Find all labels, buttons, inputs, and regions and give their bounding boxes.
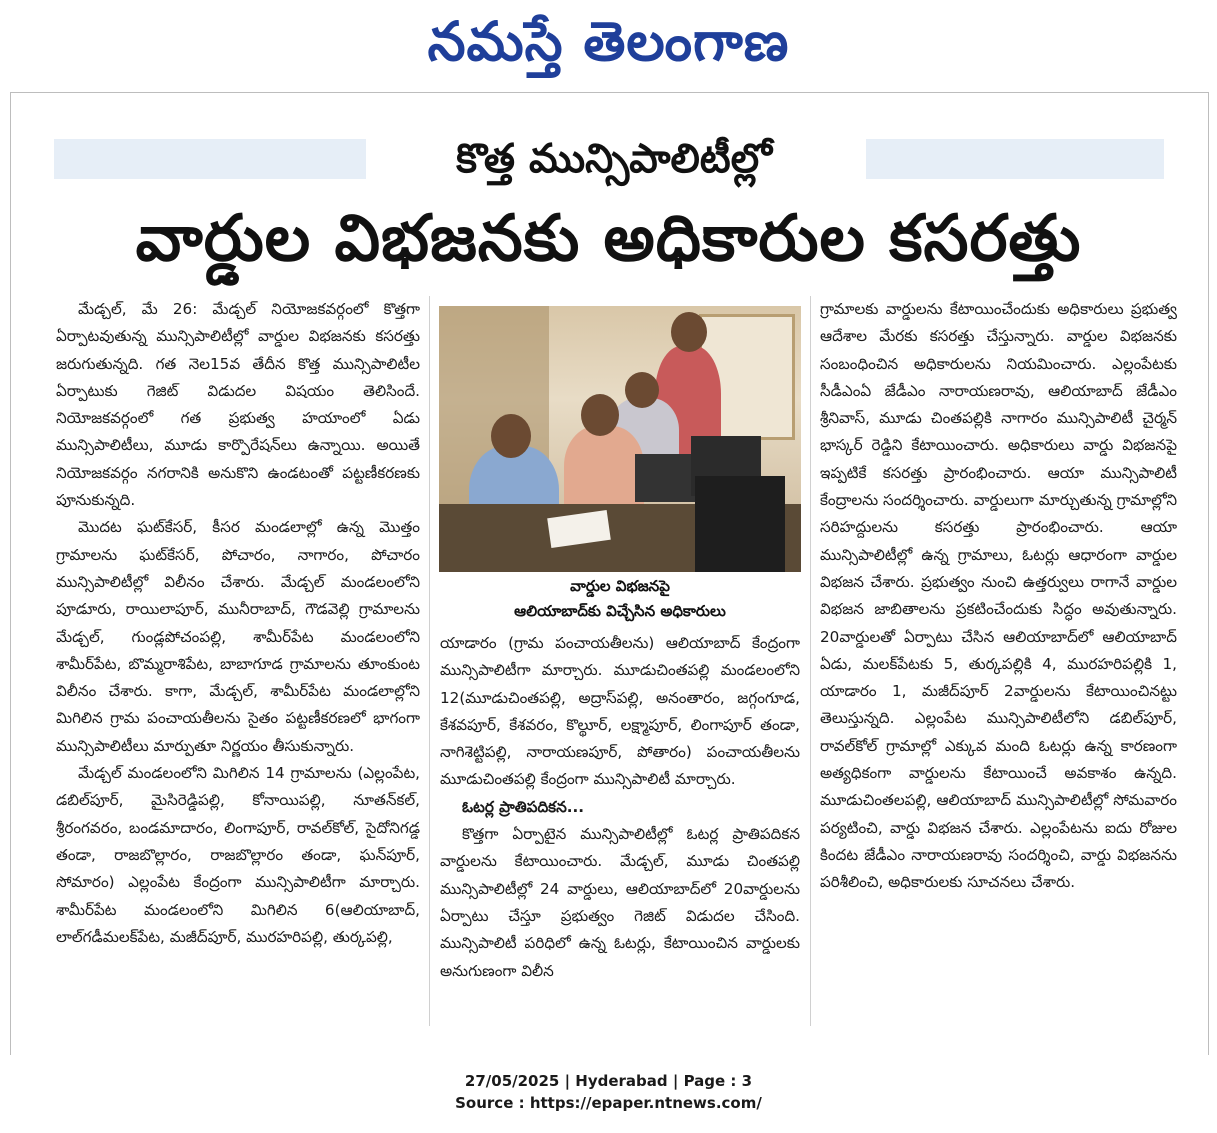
kicker-band <box>54 133 1164 185</box>
article-column-2 <box>440 630 800 985</box>
photo-caption-line-2: ఆలియాబాద్‌కు విచ్చేసిన అధికారులు <box>514 602 726 620</box>
paragraph: కొత్తగా ఏర్పాటైన మున్సిపాలిటీల్లో ఓటర్ల ప్రాతిపదికన వార్డులను కేటాయించారు. మేడ్చల్‌, మూడు చింతపల్లి మున్సిపాలిటీల్లో 24 వార్డులు, ఆలియాబాద్‌లో 20వార్డులను ఏర్పాటు చేస్తూ ప్రభుత్వం గెజిట్‌ విడుదల చేసింది. మున్సిపాలిటీ పరిధిలో ఉన్న ఓటర్లు, కేటాయించిన వార్డులకు అనుగుణంగా విలీన <box>440 825 800 980</box>
kicker-band-right <box>866 139 1164 179</box>
article-column-1 <box>56 296 420 951</box>
paragraph: యాడారం (గ్రామ పంచాయతీలను) ఆలియాబాద్‌ కేంద్రంగా మున్సిపాలిటీగా మార్చారు. మూడుచింతపల్లి మండలంలోని 12(మూడుచింతపల్లి, అద్రాస్‌పల్లి, అనంతారం, జగ్గంగూడ, కేశవపూర్‌, కేశవరం, కొల్థూర్‌, లక్ష్మాపూర్‌, లింగాపూర్‌ తండా, నాగిశెట్టిపల్లి, నారాయణపూర్‌, పోతారం) పంచాయతీలను మూడుచింతపల్లి కేంద్రంగా మున్సిపాలిటీ మార్చారు. <box>440 634 800 789</box>
paragraph: మేడ్చల్‌, మే 26: మేడ్చల్‌ నియోజకవర్గంలో కొత్తగా ఏర్పాటవుతున్న మున్సిపాలిటీల్లో వార్డుల విభజనకు కసరత్తు జరుగుతున్నది. గత నెల15వ తేదీన కొత్త మున్సిపాలిటీల ఏర్పాటుకు గెజిట్‌ విడుదల విషయం తెలిసిందే. నియోజకవర్గంలో గత ప్రభుత్వ హయాంలో ఏడు మున్సిపాలిటీలు, మూడు కార్పొరేషన్‌లు ఉన్నాయి. అయితే నియోజకవర్గం నగరానికి అనుకొని ఉండటంతో పట్టణీకరణకు పూనుకున్నది. <box>56 300 420 510</box>
footer-date-edition: 27/05/2025 | Hyderabad | Page : 3 <box>464 1072 753 1090</box>
newspaper-masthead: నమస్తే తెలంగాణ <box>427 10 790 73</box>
kicker-band-left <box>54 139 366 179</box>
paragraph: మొదట ఘట్‌కేసర్‌, కీసర మండలాల్లో ఉన్న మొత్తం గ్రామాలను ఘట్‌కేసర్‌, పోచారం, నాగారం, పోచారం మున్సిపాలిటీల్లో విలీనం చేశారు. మేడ్చల్‌ మండలంలోని పూడూరు, రాయిలాపూర్‌, మునీరాబాద్‌, గౌడవెల్లి గ్రామాలను మేడ్చల్‌, గుండ్లపోచంపల్లి, శామీర్‌పేట మండలంలోని శామీర్‌పేట, బొమ్మరాశిపేట, బాబాగూడ గ్రామాలను తూంకుంట విలీనం చేశారు. కాగా, మేడ్చల్‌, శామీర్‌పేట మండలాల్లోని మిగిలిన గ్రామ పంచాయతీలను సైతం పట్టణీకరణలో భాగంగా మున్సిపాలిటీలు మార్పుతూ నిర్ణయం తీసుకున్నారు. <box>56 518 420 755</box>
column-divider <box>810 296 811 1026</box>
photo-caption-line-1: వార్డుల విభజనపై <box>570 577 670 595</box>
section-subhead: ఓటర్ల ప్రాతిపదికన... <box>462 797 585 816</box>
footer-source: Source : https://epaper.ntnews.com/ <box>455 1094 762 1112</box>
page-footer <box>0 1070 1217 1114</box>
column-divider <box>429 296 430 1026</box>
paragraph: గ్రామాలకు వార్డులను కేటాయించేందుకు అధికారులు ప్రభుత్వ ఆదేశాల మేరకు కసరత్తు చేస్తున్నారు. వార్డుల విభజనకు సంబంధించిన అధికారులను నియమించారు. ఎల్లంపేటకు సీడీఎంఏ జేడీఎం నారాయణరావు, ఆలియాబాద్‌ జేడీఎం శ్రీనివాస్‌, మూడు చింతపల్లికి నాగారం మున్సిపాలిటీ చైర్మన్‌ భాస్కర్‌ రెడ్డిని కేటాయించారు. అధికారులు వార్డు విభజనపై ఇప్పటికే కసరత్తు ప్రారంభించారు. ఆయా మున్సిపాలిటీ కేంద్రాలను సందర్శించారు. వార్డులుగా మార్చుతున్న గ్రామాల్లోని సరిహద్దులను కసరత్తు ప్రారంభించారు. ఆయా మున్సిపాలిటీల్లో ఉన్న గ్రామాలు, ఓటర్లు ఆధారంగా వార్డుల విభజన చేశారు. ప్రభుత్వం నుంచి ఉత్తర్వులు రాగానే వార్డుల విభజన జాబితాలను ప్రకటించేందుకు సిద్ధం అవుతున్నారు. 20వార్డులతో ఏర్పాటు చేసిన ఆలియాబాద్‌లో ఆలియాబాద్‌ ఏడు, మలక్‌పేటకు 5, తుర్కపల్లికి 4, మురహరిపల్లికి 1, యాడారం 1, మజీద్‌పూర్‌ 2వార్డులను కేటాయించినట్టు తెలుస్తున్నది. ఎల్లంపేట మున్సిపాలిటీలోని డబిల్‌పూర్‌, రావల్‌కోల్‌ గ్రామాల్లో ఎక్కువ మంది ఓటర్లు ఉన్న కారణంగా అత్యధికంగా వార్డులను కేటాయించే అవకాశం ఉన్నది. మూడుచింతలపల్లి, ఆలియాబాద్‌ మున్సిపాలిటీల్లో సోమవారం పర్యటించి, వార్డు విభజన చేశారు. ఎల్లంపేటను ఐదు రోజుల కిందట జేడీఎం నారాయణరావు సందర్శించి, వార్డు విభజనను పరిశీలించి, అధికారులకు సూచనలు చేశారు. <box>820 300 1177 892</box>
photo-caption <box>439 574 801 626</box>
article-kicker: కొత్త మున్సిపాలిటీల్లో <box>456 136 772 182</box>
article-column-3 <box>820 296 1177 897</box>
article-photo <box>439 306 801 572</box>
paragraph: మేడ్చల్‌ మండలంలోని మిగిలిన 14 గ్రామాలను (ఎల్లంపేట, డబిల్‌పూర్‌, మైసిరెడ్డిపల్లి, కోనాయిపల్లి, నూతన్‌కల్‌, శ్రీరంగవరం, బండమాదారం, లింగాపూర్‌, రావల్‌కోల్‌, సైదోనిగడ్డ తండా, రాజబొల్లారం, రాజబొల్లారం తండా, ఘన్‌పూర్‌, సోమారం) ఎల్లంపేట కేంద్రంగా మున్సిపాలిటీగా మార్చారు. శామీర్‌పేట మండలంలోని మిగిలిన 6(ఆలియాబాద్‌, లాల్‌గడీమలక్‌పేట, మజీద్‌పూర్‌, మురహరిపల్లి, తుర్కపల్లి, <box>56 764 420 946</box>
article-headline: వార్డుల విభజనకు అధికారుల కసరత్తు <box>135 202 1082 276</box>
